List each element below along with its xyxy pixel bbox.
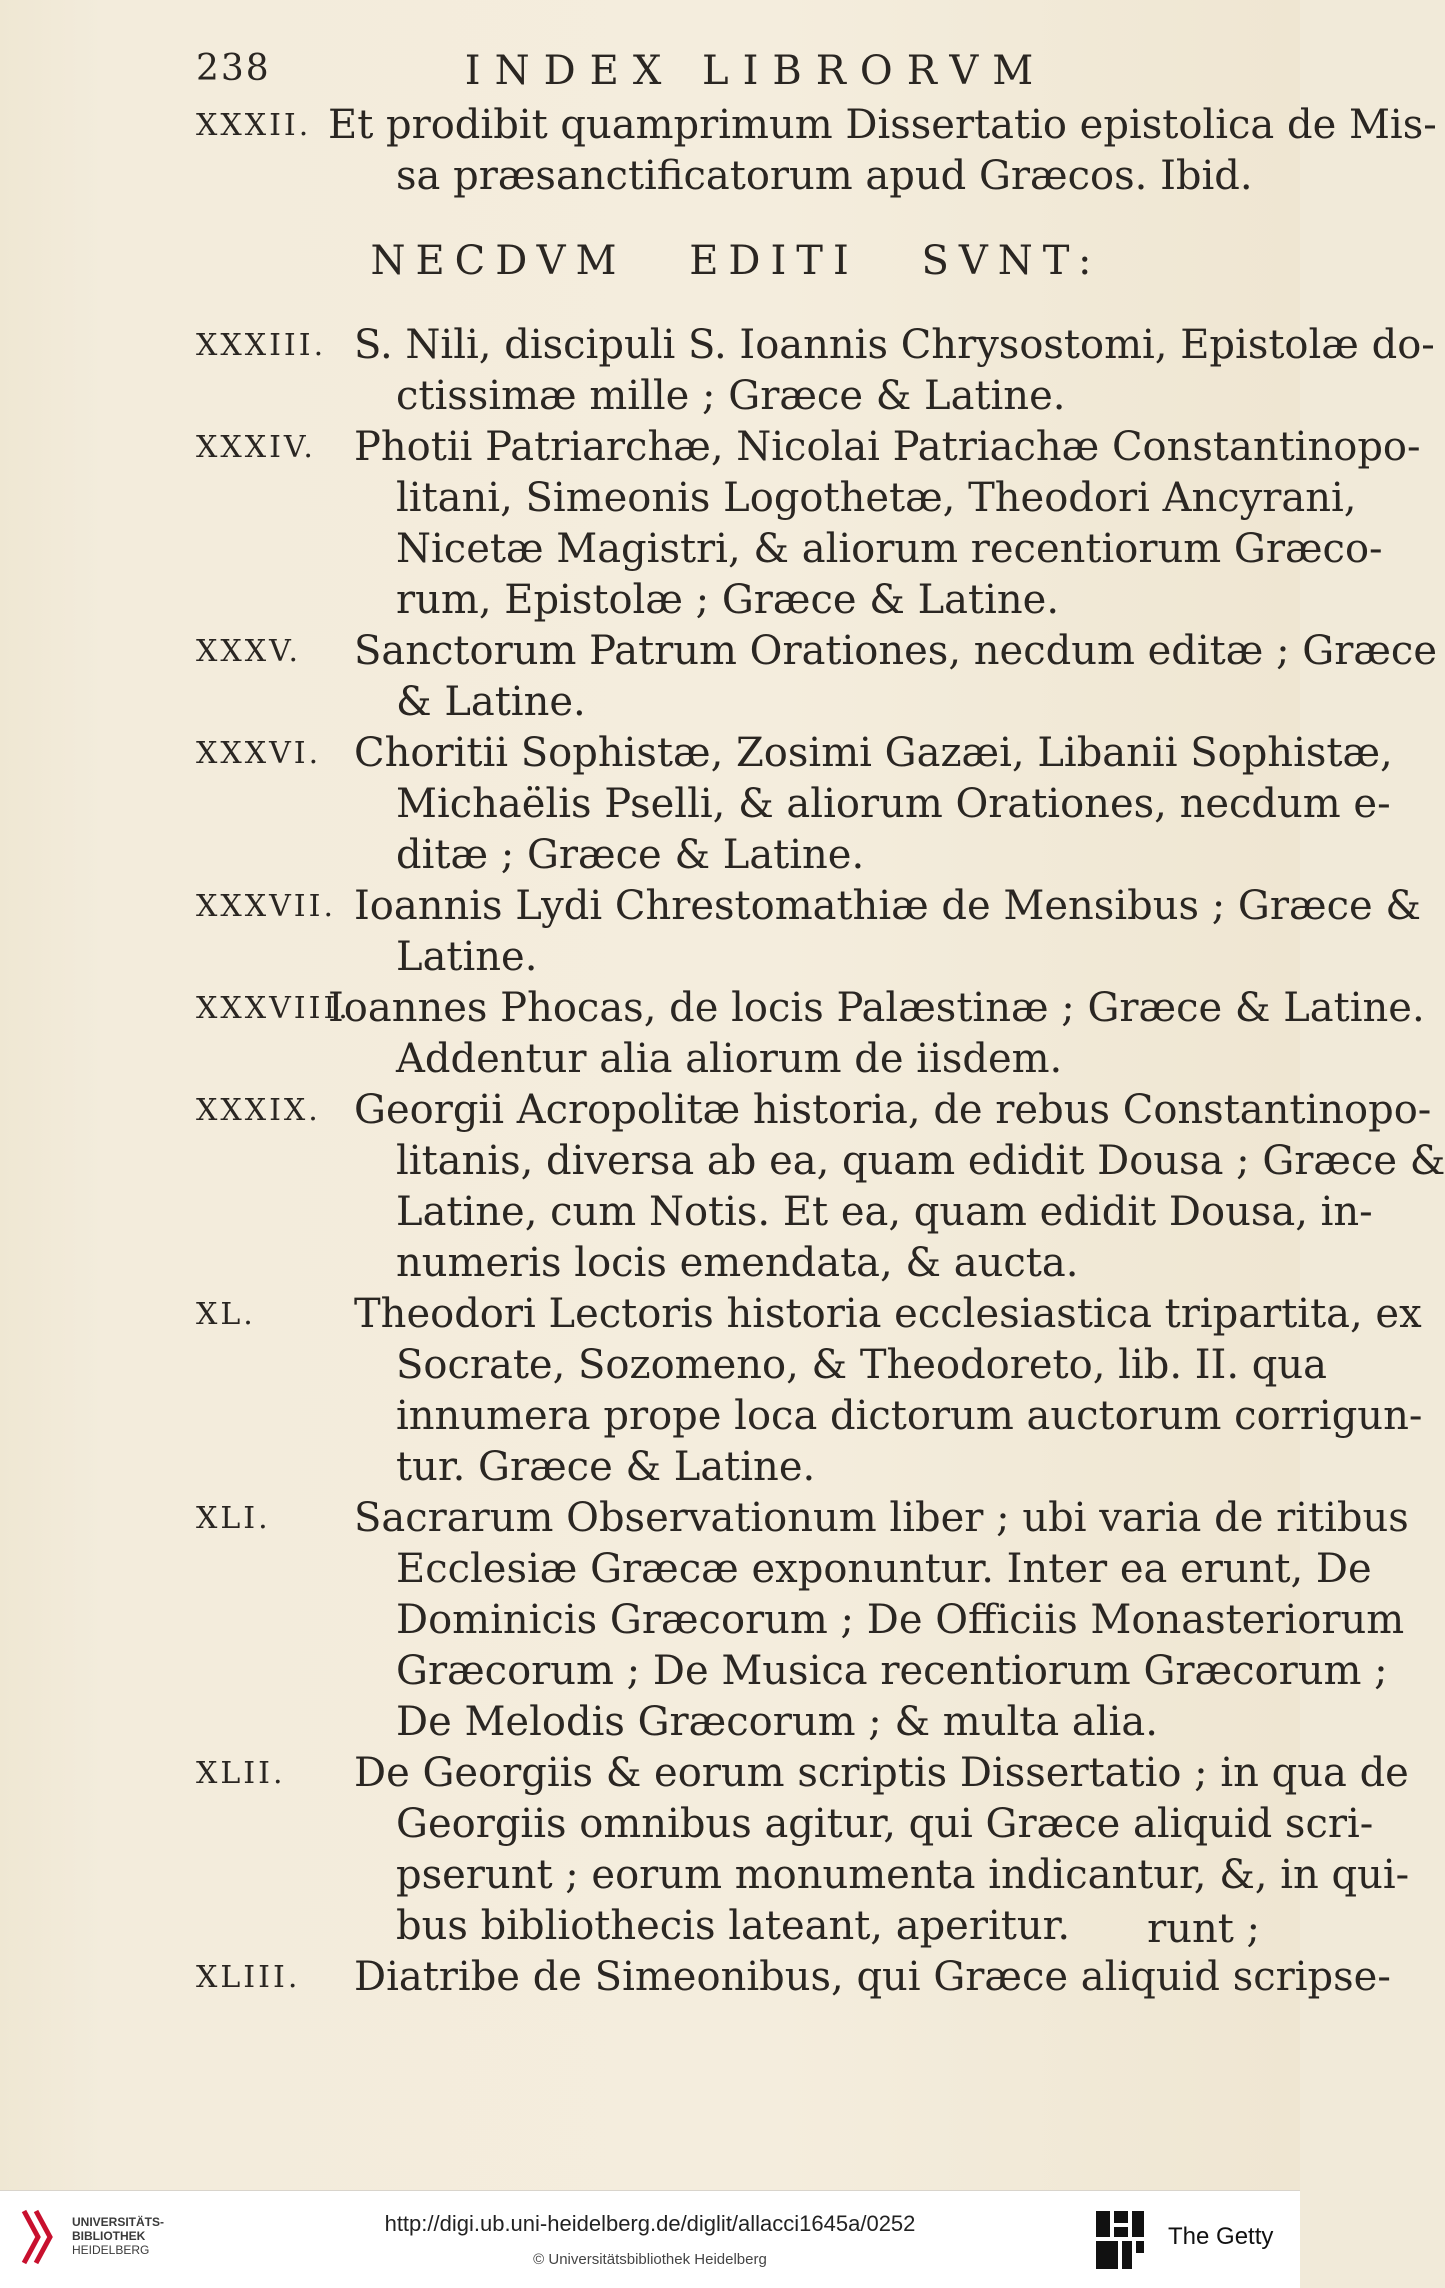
- entry-text-line: ditæ ; Græce & Latine.: [396, 832, 865, 878]
- institution-line: BIBLIOTHEK: [72, 2229, 146, 2243]
- entry-text-line: Georgii Acropolitæ historia, de rebus Constantinopo-: [354, 1087, 1432, 1133]
- entry-text-line: innumera prope loca dictorum auctorum corrigun-: [396, 1393, 1423, 1439]
- entry-text-line: pserunt ; eorum monumenta indicantur, &, in qui-: [396, 1852, 1410, 1898]
- catchword: runt ;: [1147, 1906, 1260, 1952]
- entry-text-line: sa præsanctificatorum apud Græcos. Ibid.: [396, 153, 1253, 199]
- index-entry: [196, 1085, 1445, 1289]
- entry-text-line: De Georgiis & eorum scriptis Dissertatio ; in qua de: [354, 1750, 1409, 1796]
- entry-text-line: Græcorum ; De Musica recentiorum Græcorum ;: [396, 1648, 1388, 1694]
- entry-text-line: Georgiis omnibus agitur, qui Græce aliquid scri-: [396, 1801, 1374, 1847]
- entry-text-line: Socrate, Sozomeno, & Theodoreto, lib. II. qua: [396, 1342, 1327, 1388]
- institution-line: UNIVERSITÄTS-: [72, 2215, 165, 2229]
- entry-numeral: XLII.: [196, 1756, 286, 1791]
- entry-text-line: tur. Græce & Latine.: [396, 1444, 816, 1490]
- permalink-url[interactable]: http://digi.ub.uni-heidelberg.de/diglit/allacci1645a/0252: [384, 2211, 916, 2236]
- index-entry: [196, 983, 1425, 1085]
- entry-text-line: Addentur alia aliorum de iisdem.: [396, 1036, 1063, 1082]
- entry-text-line: litanis, diversa ab ea, quam edidit Dousa ; Græce &: [396, 1138, 1445, 1184]
- entry-numeral: XXXV.: [196, 634, 302, 669]
- entry-numeral: XL.: [196, 1297, 256, 1332]
- entry-text-line: numeris locis emendata, & aucta.: [396, 1240, 1079, 1286]
- entry-text-line: & Latine.: [396, 679, 586, 725]
- entry-numeral: XXXIX.: [196, 1093, 321, 1128]
- entry-numeral: XXXVIII.: [196, 991, 351, 1026]
- entry-text-line: Latine, cum Notis. Et ea, quam edidit Dousa, in-: [396, 1189, 1373, 1235]
- index-entry: [196, 1748, 1410, 1952]
- entry-numeral: XXXIII.: [196, 328, 327, 363]
- entry-text-line: Dominicis Græcorum ; De Officiis Monasteriorum: [396, 1597, 1405, 1643]
- entry-numeral: XLIII.: [196, 1960, 301, 1995]
- page-number: 238: [196, 48, 271, 89]
- index-entry: [196, 422, 1421, 626]
- footer-bar: [0, 2190, 1300, 2288]
- entry-numeral: XLI.: [196, 1501, 271, 1536]
- index-entry: [196, 626, 1438, 728]
- index-entry: [196, 1493, 1409, 1748]
- entry-text-line: Nicetæ Magistri, & aliorum recentiorum Græco-: [396, 526, 1383, 572]
- index-entry: [196, 728, 1393, 881]
- entry-text-line: Sacrarum Observationum liber ; ubi varia de ritibus: [354, 1495, 1409, 1541]
- sponsor-name: The Getty: [1168, 2223, 1274, 2250]
- running-head: INDEX LIBRORVM: [464, 48, 1048, 94]
- entry-text-line: Ioannis Lydi Chrestomathiæ de Mensibus ; Græce &: [354, 883, 1421, 929]
- index-entry: [196, 320, 1435, 422]
- getty-logo-icon: [1094, 2209, 1146, 2271]
- entry-text-line: Diatribe de Simeonibus, qui Græce aliquid scripse-: [354, 1954, 1391, 2000]
- entry-text-line: Theodori Lectoris historia ecclesiastica tripartita, ex: [354, 1291, 1422, 1337]
- entry-text-line: S. Nili, discipuli S. Ioannis Chrysostomi, Epistolæ do-: [354, 322, 1435, 368]
- entry-text-line: rum, Epistolæ ; Græce & Latine.: [396, 577, 1060, 623]
- entry-text-line: ctissimæ mille ; Græce & Latine.: [396, 373, 1066, 419]
- institution-line: HEIDELBERG: [72, 2243, 150, 2257]
- entry-text-line: Sanctorum Patrum Orationes, necdum editæ ; Græce: [354, 628, 1438, 674]
- entry-text-line: Ioannes Phocas, de locis Palæstinæ ; Græce & Latine.: [328, 985, 1425, 1031]
- index-entry: [196, 1289, 1423, 1493]
- entry-text-line: Michaëlis Pselli, & aliorum Orationes, necdum e-: [396, 781, 1391, 827]
- page-header: [196, 48, 1276, 100]
- entry-text-line: Latine.: [396, 934, 538, 980]
- entry-text-line: litani, Simeonis Logothetæ, Theodori Ancyrani,: [396, 475, 1357, 521]
- entry-text-line: De Melodis Græcorum ; & multa alia.: [396, 1699, 1158, 1745]
- index-entry: [196, 881, 1421, 983]
- entry-numeral: XXXII.: [196, 108, 312, 143]
- entry-text-line: Choritii Sophistæ, Zosimi Gazæi, Libanii Sophistæ,: [354, 730, 1393, 776]
- entry-numeral: XXXIV.: [196, 430, 316, 465]
- entry-numeral: XXXVII.: [196, 889, 336, 924]
- index-entry: [196, 100, 1437, 202]
- entry-numeral: XXXVI.: [196, 736, 322, 771]
- entry-text-line: Et prodibit quamprimum Dissertatio epistolica de Mis-: [328, 102, 1437, 148]
- entry-text-line: bus bibliothecis lateant, aperitur.: [396, 1903, 1071, 1949]
- index-entry: [196, 1952, 1391, 2003]
- entry-text-line: Ecclesiæ Græcæ exponuntur. Inter ea erunt, De: [396, 1546, 1372, 1592]
- copyright-notice: © Universitätsbibliothek Heidelberg: [533, 2251, 767, 2268]
- section-title: NECDVM EDITI SVNT:: [370, 238, 1102, 284]
- entry-text-line: Photii Patriarchæ, Nicolai Patriachæ Constantinopo-: [354, 424, 1421, 470]
